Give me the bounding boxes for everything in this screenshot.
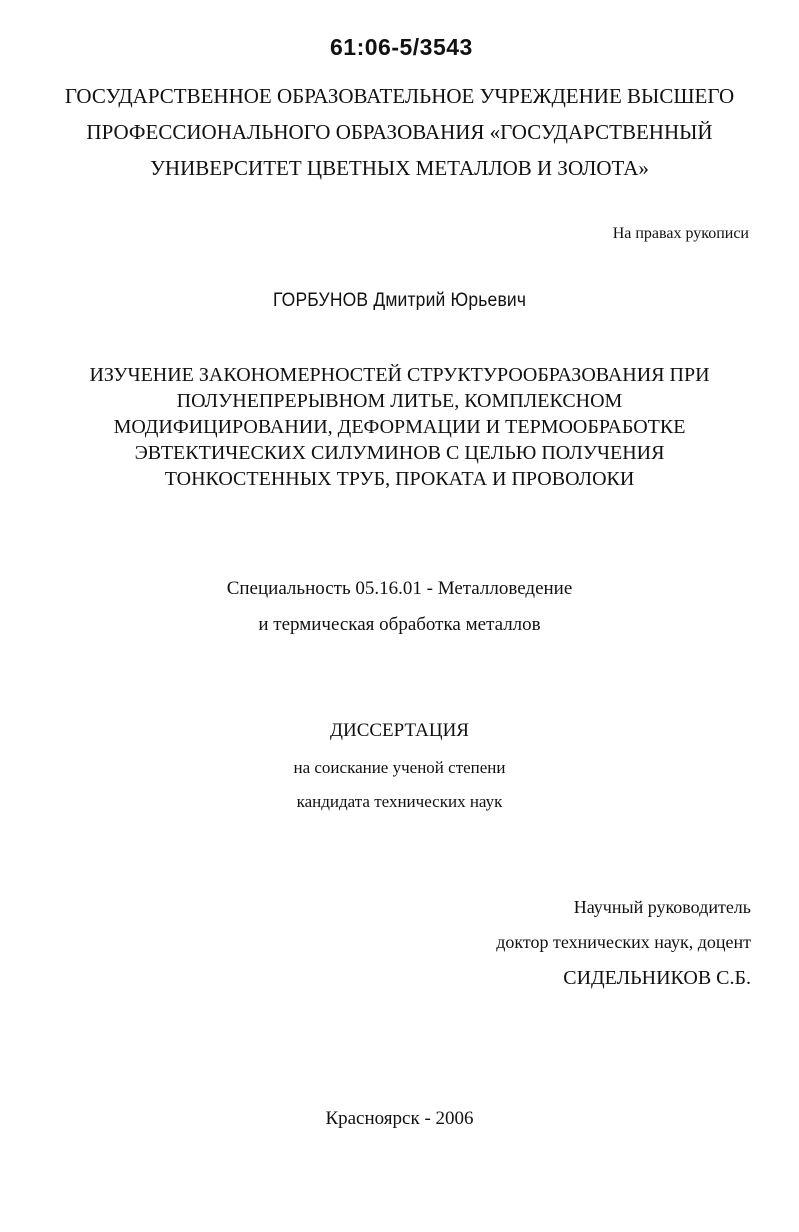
title-line-2: ПОЛУНЕПРЕРЫВНОМ ЛИТЬЕ, КОМПЛЕКСНОМ — [176, 390, 623, 412]
institution-line-3: УНИВЕРСИТЕТ ЦВЕТНЫХ МЕТАЛЛОВ И ЗОЛОТА» — [150, 156, 649, 180]
supervisor-degree: доктор технических наук, доцент — [496, 932, 751, 952]
dissertation-heading: ДИССЕРТАЦИЯ — [330, 720, 469, 741]
supervisor-label: Научный руководитель — [573, 897, 751, 917]
city-year-footer: Красноярск - 2006 — [325, 1108, 474, 1129]
dissertation-degree-line-2: кандидата технических наук — [296, 792, 503, 811]
title-line-5: ТОНКОСТЕННЫХ ТРУБ, ПРОКАТА И ПРОВОЛОКИ — [164, 468, 635, 490]
dissertation-degree-line-1: на соискание ученой степени — [293, 758, 506, 777]
manuscript-rights-note: На правах рукописи — [612, 225, 749, 242]
title-line-3: МОДИФИЦИРОВАНИИ, ДЕФОРМАЦИИ И ТЕРМООБРАБОТКЕ — [113, 416, 686, 438]
specialty-line-1: Специальность 05.16.01 - Металловедение — [226, 578, 573, 599]
author-name-text: ГОРБУНОВ Дмитрий Юрьевич — [272, 290, 527, 311]
title-line-4: ЭВТЕКТИЧЕСКИХ СИЛУМИНОВ С ЦЕЛЬЮ ПОЛУЧЕНИЯ — [134, 442, 665, 464]
title-line-1: ИЗУЧЕНИЕ ЗАКОНОМЕРНОСТЕЙ СТРУКТУРООБРАЗОВАНИЯ ПРИ — [89, 364, 710, 386]
supervisor-name: СИДЕЛЬНИКОВ С.Б. — [563, 967, 751, 989]
institution-line-1: ГОСУДАРСТВЕННОЕ ОБРАЗОВАТЕЛЬНОЕ УЧРЕЖДЕНИЕ ВЫСШЕГО — [64, 84, 735, 108]
document-code: 61:06-5/3543 — [330, 34, 473, 60]
author-name — [0, 290, 799, 312]
institution-line-2: ПРОФЕССИОНАЛЬНОГО ОБРАЗОВАНИЯ «ГОСУДАРСТВЕННЫЙ — [86, 120, 713, 144]
specialty-line-2: и термическая обработка металлов — [258, 614, 541, 635]
